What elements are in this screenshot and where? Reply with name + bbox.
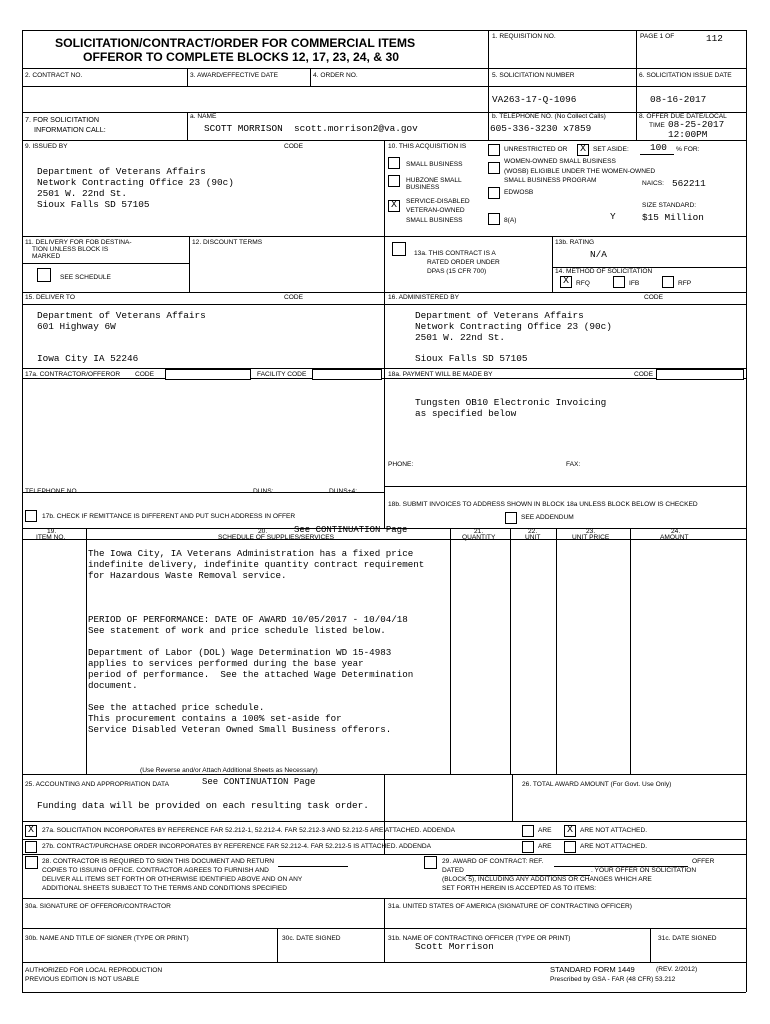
see-schedule-label: SEE SCHEDULE [60, 274, 111, 281]
sf1449-form [22, 30, 746, 992]
requisition-label: 1. REQUISITION NO. [492, 33, 556, 40]
form-title-line1: SOLICITATION/CONTRACT/ORDER FOR COMMERCIAL ITEMS [55, 36, 416, 50]
schedule-description: The Iowa City, IA Veterans Administration has a fixed price indefinite delivery, indefinite quantity contract requirement for Hazardous Waste Removal service. PERIOD OF PERFORMANCE: DATE OF AWARD 10/05/2017 - 10/04/18 See statement of work and price schedule listed below. Department of Labor (DOL) Wage Determination WD 15-4983 applies to services performed during the base year period of performance. See the attached Wage Determination document. See the attached price schedule. This procurement contains a 100% set-aside for Service Disabled Veteran Owned Small Business offerors. [88, 548, 425, 735]
31b-label: 31b. NAME OF CONTRACTING OFFICER (TYPE OR PRINT) [388, 935, 571, 942]
administered-by-line3: 2501 W. 22nd St. [415, 332, 506, 343]
acquisition-label: 10. THIS ACQUISITION IS [388, 143, 467, 150]
contractor-code-label: CODE [135, 371, 155, 378]
facility-code-input[interactable] [312, 369, 382, 380]
deliver-to-line5: Iowa City IA 52246 [37, 353, 139, 364]
eight-a-label: 8(A) [504, 217, 517, 224]
payment-phone-label: PHONE: [388, 461, 414, 468]
29-offer: OFFER [692, 858, 715, 865]
rfp-checkbox[interactable] [662, 276, 674, 288]
facility-code-label: FACILITY CODE [257, 371, 307, 378]
rated-order-label-1: 13a. THIS CONTRACT IS A [414, 250, 496, 257]
footer-auth: AUTHORIZED FOR LOCAL REPRODUCTION [25, 967, 163, 974]
rating-value[interactable]: N/A [590, 249, 607, 260]
contracting-officer-name[interactable]: Scott Morrison [415, 941, 494, 952]
col22-label: UNIT [525, 534, 541, 541]
small-business-label: SMALL BUSINESS [406, 161, 463, 168]
rated-order-label-3: DPAS (15 CFR 700) [427, 268, 487, 275]
rated-order-checkbox[interactable] [392, 242, 406, 256]
col23-label: UNIT PRICE [572, 534, 610, 541]
naics-code[interactable]: 562211 [672, 178, 706, 189]
name-label: a. NAME [190, 113, 217, 120]
issued-by-code-label: CODE [284, 143, 304, 150]
remittance-checkbox[interactable] [25, 510, 37, 522]
rfp-label: RFP [678, 280, 692, 287]
issue-date[interactable]: 08-16-2017 [650, 94, 707, 105]
small-business-checkbox[interactable] [388, 157, 400, 169]
issued-by-line4: Sioux Falls SD 57105 [37, 199, 150, 210]
remittance-label: 17b. CHECK IF REMITTANCE IS DIFFERENT AND PUT SUCH ADDRESS IN OFFER [42, 513, 296, 520]
sdvosb-label-1: SERVICE-DISABLED [406, 198, 470, 205]
29-line2: . YOUR OFFER ON SOLICITATION [591, 867, 697, 874]
size-standard-label: SIZE STANDARD: [642, 202, 697, 209]
contact-phone[interactable]: 605-336-3230 x7859 [490, 123, 592, 134]
offer-due-date[interactable]: 08-25-2017 [668, 119, 725, 130]
27b-not-attached-label: ARE NOT ATTACHED. [580, 843, 648, 850]
contact-email[interactable]: scott.morrison2@va.gov [294, 123, 418, 134]
duns-label: DUNS: [253, 488, 274, 495]
set-aside-checkbox[interactable]: X [577, 144, 589, 156]
30c-label: 30c. DATE SIGNED [282, 935, 341, 942]
submit-invoices-label: 18b. SUBMIT INVOICES TO ADDRESS SHOWN IN BLOCK 18a UNLESS BLOCK BELOW IS CHECKED [388, 501, 698, 508]
29-line4: SET FORTH HEREIN IS ACCEPTED AS TO ITEMS: [442, 885, 597, 892]
sdvosb-label-3: SMALL BUSINESS [406, 217, 463, 224]
contact-name[interactable]: SCOTT MORRISON [204, 123, 283, 134]
rfq-checkbox[interactable]: X [560, 276, 572, 288]
unrestricted-label: UNRESTRICTED OR [504, 146, 568, 153]
deliver-to-line1: Department of Veterans Affairs [37, 310, 206, 321]
issue-date-label: 6. SOLICITATION ISSUE DATE [639, 72, 732, 79]
set-aside-label: SET ASIDE: [593, 146, 629, 153]
offer-due-time[interactable]: 12:00PM [668, 129, 708, 140]
wosb-label-1: WOMEN-OWNED SMALL BUSINESS [504, 158, 616, 165]
reverse-note: (Use Reverse and/or Attach Additional Sheets as Necessary) [140, 767, 318, 774]
29-line3: (BLOCK 5), INCLUDING ANY ADDITIONS OR CHANGES WHICH ARE [442, 876, 652, 883]
wosb-checkbox[interactable] [488, 162, 500, 174]
29-line1: 29. AWARD OF CONTRACT: REF. [442, 858, 544, 865]
payment-line2: as specified below [415, 408, 517, 419]
28-line4: ADDITIONAL SHEETS SUBJECT TO THE TERMS AND CONDITIONS SPECIFIED [42, 885, 287, 892]
contractor-code-input[interactable] [165, 369, 251, 380]
27a-not-attached-label: ARE NOT ATTACHED. [580, 827, 648, 834]
col19-label: ITEM NO. [36, 534, 66, 541]
rfq-label: RFQ [576, 280, 590, 287]
discount-terms-label: 12. DISCOUNT TERMS [192, 239, 263, 246]
contract-no-label: 2. CONTRACT NO. [25, 72, 83, 79]
sdvosb-label-2: VETERAN-OWNED [406, 207, 465, 214]
administered-by-line5: Sioux Falls SD 57105 [415, 353, 528, 364]
duns4-label: DUNS+4: [329, 488, 358, 495]
hubzone-checkbox[interactable] [388, 175, 400, 187]
29-dated: DATED [442, 867, 464, 874]
eight-a-checkbox[interactable] [488, 213, 500, 225]
naics-label: NAICS: [642, 180, 664, 187]
deliver-to-code-label: CODE [284, 294, 304, 301]
unrestricted-checkbox[interactable] [488, 144, 500, 156]
edwosb-label: EDWOSB [504, 189, 534, 196]
deliver-to-line2: 601 Highway 6W [37, 321, 116, 332]
offer-due-label: 8. OFFER DUE DATE/LOCAL [639, 113, 727, 120]
rating-label: 13b. RATING [555, 239, 595, 246]
administered-by-label: 16. ADMINISTERED BY [388, 294, 460, 301]
27b-checkbox[interactable] [25, 841, 37, 853]
27a-not-attached-checkbox[interactable]: X [564, 825, 576, 837]
set-aside-percent[interactable]: 100 [650, 142, 667, 153]
30b-label: 30b. NAME AND TITLE OF SIGNER (TYPE OR PRINT) [25, 935, 189, 942]
hubzone-label-2: BUSINESS [406, 184, 440, 191]
payment-fax-label: FAX: [566, 461, 581, 468]
phone-label: b. TELEPHONE NO. (No Collect Calls) [492, 113, 606, 120]
payment-line1: Tungsten OB10 Electronic Invoicing [415, 397, 607, 408]
ifb-checkbox[interactable] [613, 276, 625, 288]
issued-by-line3: 2501 W. 22nd St. [37, 188, 128, 199]
for-info-label-2: INFORMATION CALL: [34, 125, 106, 134]
27b-label: 27b. CONTRACT/PURCHASE ORDER INCORPORATES BY REFERENCE FAR 52.212-4. FAR 52.212-5 IS ATTACHED. ADDENDA [42, 843, 432, 850]
order-no-label: 4. ORDER NO. [313, 72, 358, 79]
27b-are-checkbox[interactable] [522, 841, 534, 853]
page-label: PAGE 1 OF [640, 33, 675, 40]
col19-num: 19. [47, 528, 57, 535]
issued-by-line2: Network Contracting Office 23 (90c) [37, 177, 234, 188]
wosb-label-2: (WOSB) ELIGIBLE UNDER THE WOMEN-OWNED [504, 168, 656, 175]
28-line1: 28. CONTRACTOR IS REQUIRED TO SIGN THIS DOCUMENT AND RETURN [42, 858, 275, 865]
footer-prev: PREVIOUS EDITION IS NOT USABLE [25, 976, 140, 983]
edwosb-checkbox[interactable] [488, 187, 500, 199]
solicitation-no-label: 5. SOLICITATION NUMBER [492, 72, 575, 79]
funding-text: Funding data will be provided on each resulting task order. [37, 800, 369, 811]
solicitation-number[interactable]: VA263-17-Q-1096 [492, 94, 577, 105]
27a-checkbox[interactable]: X [25, 825, 37, 837]
col20-continuation: See CONTINUATION Page [294, 525, 408, 535]
total-award-label: 26. TOTAL AWARD AMOUNT (For Govt. Use Only) [522, 781, 672, 788]
31c-label: 31c. DATE SIGNED [658, 935, 717, 942]
percent-for-label: % FOR: [676, 146, 700, 153]
page-total: 112 [706, 33, 723, 44]
award-date-label: 3. AWARD/EFFECTIVE DATE [190, 72, 279, 79]
size-standard[interactable]: $15 Million [642, 212, 704, 223]
footer-prescribed: Prescribed by GSA - FAR (48 CFR) 53.212 [550, 976, 676, 983]
rated-order-label-2: RATED ORDER UNDER [427, 259, 500, 266]
delivery-label-2: TION UNLESS BLOCK IS [32, 246, 109, 253]
contractor-telephone-label: TELEPHONE NO. [25, 488, 79, 495]
delivery-label-1: 11. DELIVERY FOR FOB DESTINA- [25, 239, 132, 246]
administered-by-line2: Network Contracting Office 23 (90c) [415, 321, 612, 332]
27a-are-label: ARE [538, 827, 552, 834]
offer-due-time-label: TIME [649, 122, 665, 129]
accounting-label: 25. ACCOUNTING AND APPROPRIATION DATA [25, 781, 169, 788]
administered-by-line1: Department of Veterans Affairs [415, 310, 584, 321]
28-line2: COPIES TO ISSUING OFFICE. CONTRACTOR AGREES TO FURNISH AND [42, 867, 269, 874]
delivery-label-3: MARKED [32, 253, 61, 260]
col21-label: QUANTITY [462, 534, 496, 541]
27a-are-checkbox[interactable] [522, 825, 534, 837]
y-mark: Y [610, 211, 616, 222]
for-info-label: 7. FOR SOLICITATION [25, 115, 100, 124]
31a-label: 31a. UNITED STATES OF AMERICA (SIGNATURE OF CONTRACTING OFFICER) [388, 903, 632, 910]
col24-label: AMOUNT [660, 534, 689, 541]
29-checkbox[interactable] [424, 856, 437, 869]
method-label: 14. METHOD OF SOLICITATION [555, 268, 653, 275]
27a-label: 27a. SOLICITATION INCORPORATES BY REFERENCE FAR 52.212-1, 52.212-4. FAR 52.212-3 AND 52.212-5 ARE ATTACHED. ADDENDA [42, 827, 455, 834]
see-addendum-label: SEE ADDENDUM [521, 514, 574, 521]
payment-code-label: CODE [634, 371, 654, 378]
contractor-label: 17a. CONTRACTOR/OFFEROR [25, 371, 121, 378]
col24-num: 24. [671, 528, 681, 535]
30a-label: 30a. SIGNATURE OF OFFEROR/CONTRACTOR [25, 903, 171, 910]
issued-by-line1: Department of Veterans Affairs [37, 166, 206, 177]
ifb-label: IFB [629, 280, 640, 287]
payment-code-input[interactable] [656, 369, 744, 380]
form-title-line2: OFFEROR TO COMPLETE BLOCKS 12, 17, 23, 24, & 30 [83, 50, 400, 64]
see-schedule-checkbox[interactable] [37, 268, 51, 282]
28-checkbox[interactable] [25, 856, 38, 869]
see-addendum-checkbox[interactable] [505, 512, 517, 524]
col23-num: 23. [586, 528, 596, 535]
col22-num: 22. [528, 528, 538, 535]
wosb-label-3: SMALL BUSINESS PROGRAM [504, 177, 597, 184]
27b-not-attached-checkbox[interactable] [564, 841, 576, 853]
col21-num: 21. [474, 528, 484, 535]
payment-label: 18a. PAYMENT WILL BE MADE BY [388, 371, 493, 378]
27b-are-label: ARE [538, 843, 552, 850]
col20-label: SCHEDULE OF SUPPLIES/SERVICES [218, 534, 335, 541]
deliver-to-label: 15. DELIVER TO [25, 294, 75, 301]
accounting-value: See CONTINUATION Page [202, 777, 316, 787]
col20-num: 20. [258, 528, 268, 535]
footer-form-name: STANDARD FORM 1449 [550, 965, 635, 974]
administered-by-code-label: CODE [644, 294, 664, 301]
28-line3: DELIVER ALL ITEMS SET FORTH OR OTHERWISE IDENTIFIED ABOVE AND ON ANY [42, 876, 303, 883]
footer-revision: (REV. 2/2012) [656, 966, 698, 973]
sdvosb-checkbox[interactable]: X [388, 200, 400, 212]
issued-by-label: 9. ISSUED BY [25, 143, 68, 150]
hubzone-label: HUBZONE SMALL [406, 177, 462, 184]
